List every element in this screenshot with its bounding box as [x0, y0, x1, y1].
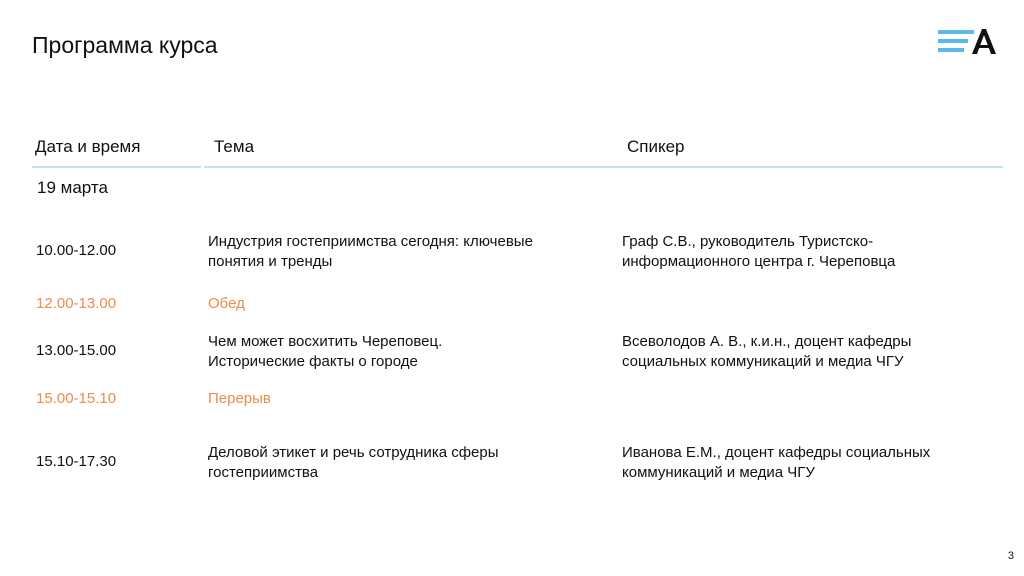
- topic-line: понятия и тренды: [208, 253, 333, 270]
- row-time: 12.00-13.00: [36, 295, 117, 312]
- row-topic: [208, 332, 608, 372]
- speaker-line: Иванова Е.М., доцент кафедры социальных: [622, 444, 931, 461]
- day-label: 19 марта: [37, 178, 108, 197]
- row-time: 15.00-15.10: [36, 390, 117, 407]
- page-title: Программа курса: [32, 32, 218, 58]
- topic-line: Исторические факты о городе: [208, 353, 418, 370]
- table-header: [32, 132, 994, 168]
- row-speaker: [622, 443, 994, 483]
- row-time: 10.00-12.00: [36, 242, 117, 259]
- speaker-line: информационного центра г. Череповца: [622, 253, 896, 270]
- row-speaker: [622, 332, 994, 372]
- header-date: Дата и время: [32, 132, 201, 168]
- topic-line: Чем может восхитить Череповец.: [208, 333, 443, 350]
- row-speaker: [622, 232, 994, 272]
- header-topic: Тема: [204, 132, 623, 168]
- row-time: 13.00-15.00: [36, 342, 117, 359]
- speaker-line: социальных коммуникаций и медиа ЧГУ: [622, 353, 904, 370]
- row-topic: Перерыв: [208, 390, 271, 407]
- speaker-line: Всеволодов А. В., к.и.н., доцент кафедры: [622, 333, 912, 350]
- row-time: 15.10-17.30: [36, 453, 117, 470]
- row-topic: [208, 443, 608, 483]
- row-topic: Обед: [208, 295, 245, 312]
- topic-line: Индустрия гостеприимства сегодня: ключевые: [208, 233, 533, 250]
- topic-line: гостеприимства: [208, 464, 319, 481]
- topic-line: Деловой этикет и речь сотрудника сферы: [208, 444, 499, 461]
- course-schedule-table: [32, 132, 994, 481]
- row-topic: [208, 232, 608, 272]
- speaker-line: Граф С.В., руководитель Туристско-: [622, 233, 874, 250]
- page-number: 3: [1007, 550, 1014, 562]
- header-speaker: Спикер: [618, 132, 1003, 168]
- speaker-line: коммуникаций и медиа ЧГУ: [622, 464, 815, 481]
- brand-logo-icon: [936, 27, 996, 57]
